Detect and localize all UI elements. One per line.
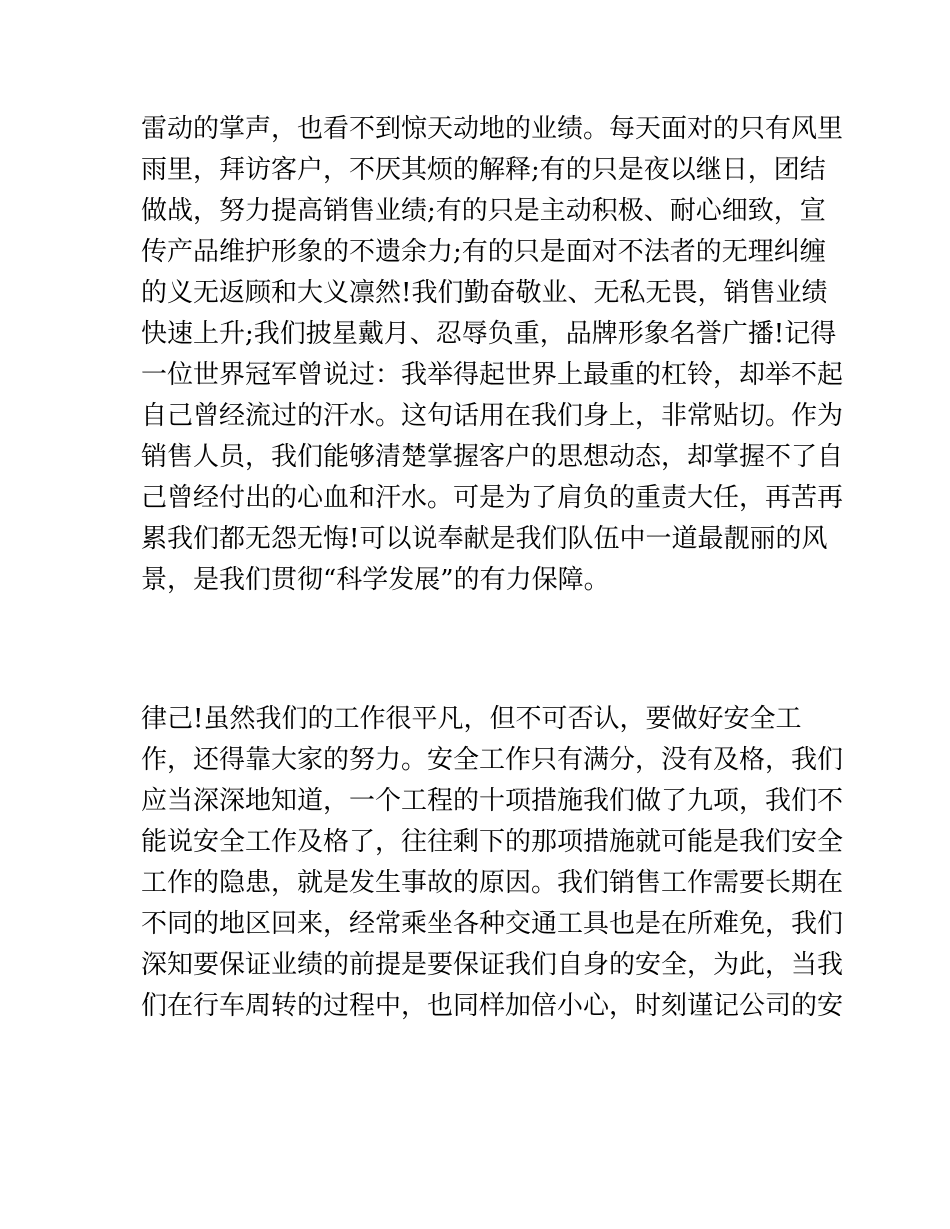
- text-line: 做战，努力提高销售业绩;有的只是主动积极、耐心细致，宣: [141, 196, 826, 226]
- text-line: 己曾经付出的心血和汗水。可是为了肩负的重责大任，再苦再: [141, 483, 844, 513]
- text-line: 作，还得靠大家的努力。安全工作只有满分，没有及格，我们: [141, 745, 844, 775]
- text-line: 工作的隐患，就是发生事故的原因。我们销售工作需要长期在: [141, 868, 844, 898]
- paragraph-1: [141, 109, 844, 601]
- text-line: 累我们都无怨无悔!可以说奉献是我们队伍中一道最靓丽的风: [141, 524, 828, 554]
- text-line: 传产品维护形象的不遗余力;有的只是面对不法者的无理纠缠: [141, 237, 826, 267]
- text-line: 景，是我们贯彻“科学发展”的有力保障。: [141, 565, 610, 595]
- text-line: 快速上升;我们披星戴月、忍辱负重，品牌形象名誉广播!记得: [141, 319, 837, 349]
- text-line: 一位世界冠军曾说过：我举得起世界上最重的杠铃，却举不起: [141, 360, 844, 390]
- text-line: 雨里，拜访客户，不厌其烦的解释;有的只是夜以继日，团结: [141, 155, 826, 185]
- text-line: 的义无返顾和大义凛然!我们勤奋敬业、无私无畏，销售业绩: [141, 278, 828, 308]
- text-line: 深知要保证业绩的前提是要保证我们自身的安全，为此，当我: [141, 950, 844, 980]
- text-line: 律己!虽然我们的工作很平凡，但不可否认，要做好安全工: [141, 704, 802, 734]
- text-line: 能说安全工作及格了，往往剩下的那项措施就可能是我们安全: [141, 827, 844, 857]
- text-line: 销售人员，我们能够清楚掌握客户的思想动态，却掌握不了自: [141, 442, 844, 472]
- text-line: 不同的地区回来，经常乘坐各种交通工具也是在所难免，我们: [141, 909, 844, 939]
- text-line: 雷动的掌声，也看不到惊天动地的业绩。每天面对的只有风里: [141, 114, 844, 144]
- text-line: 自己曾经流过的汗水。这句话用在我们身上，非常贴切。作为: [141, 401, 844, 431]
- text-line: 们在行车周转的过程中，也同样加倍小心，时刻谨记公司的安: [141, 991, 844, 1021]
- text-line: 应当深深地知道，一个工程的十项措施我们做了九项，我们不: [141, 786, 844, 816]
- paragraph-2: [141, 699, 844, 1027]
